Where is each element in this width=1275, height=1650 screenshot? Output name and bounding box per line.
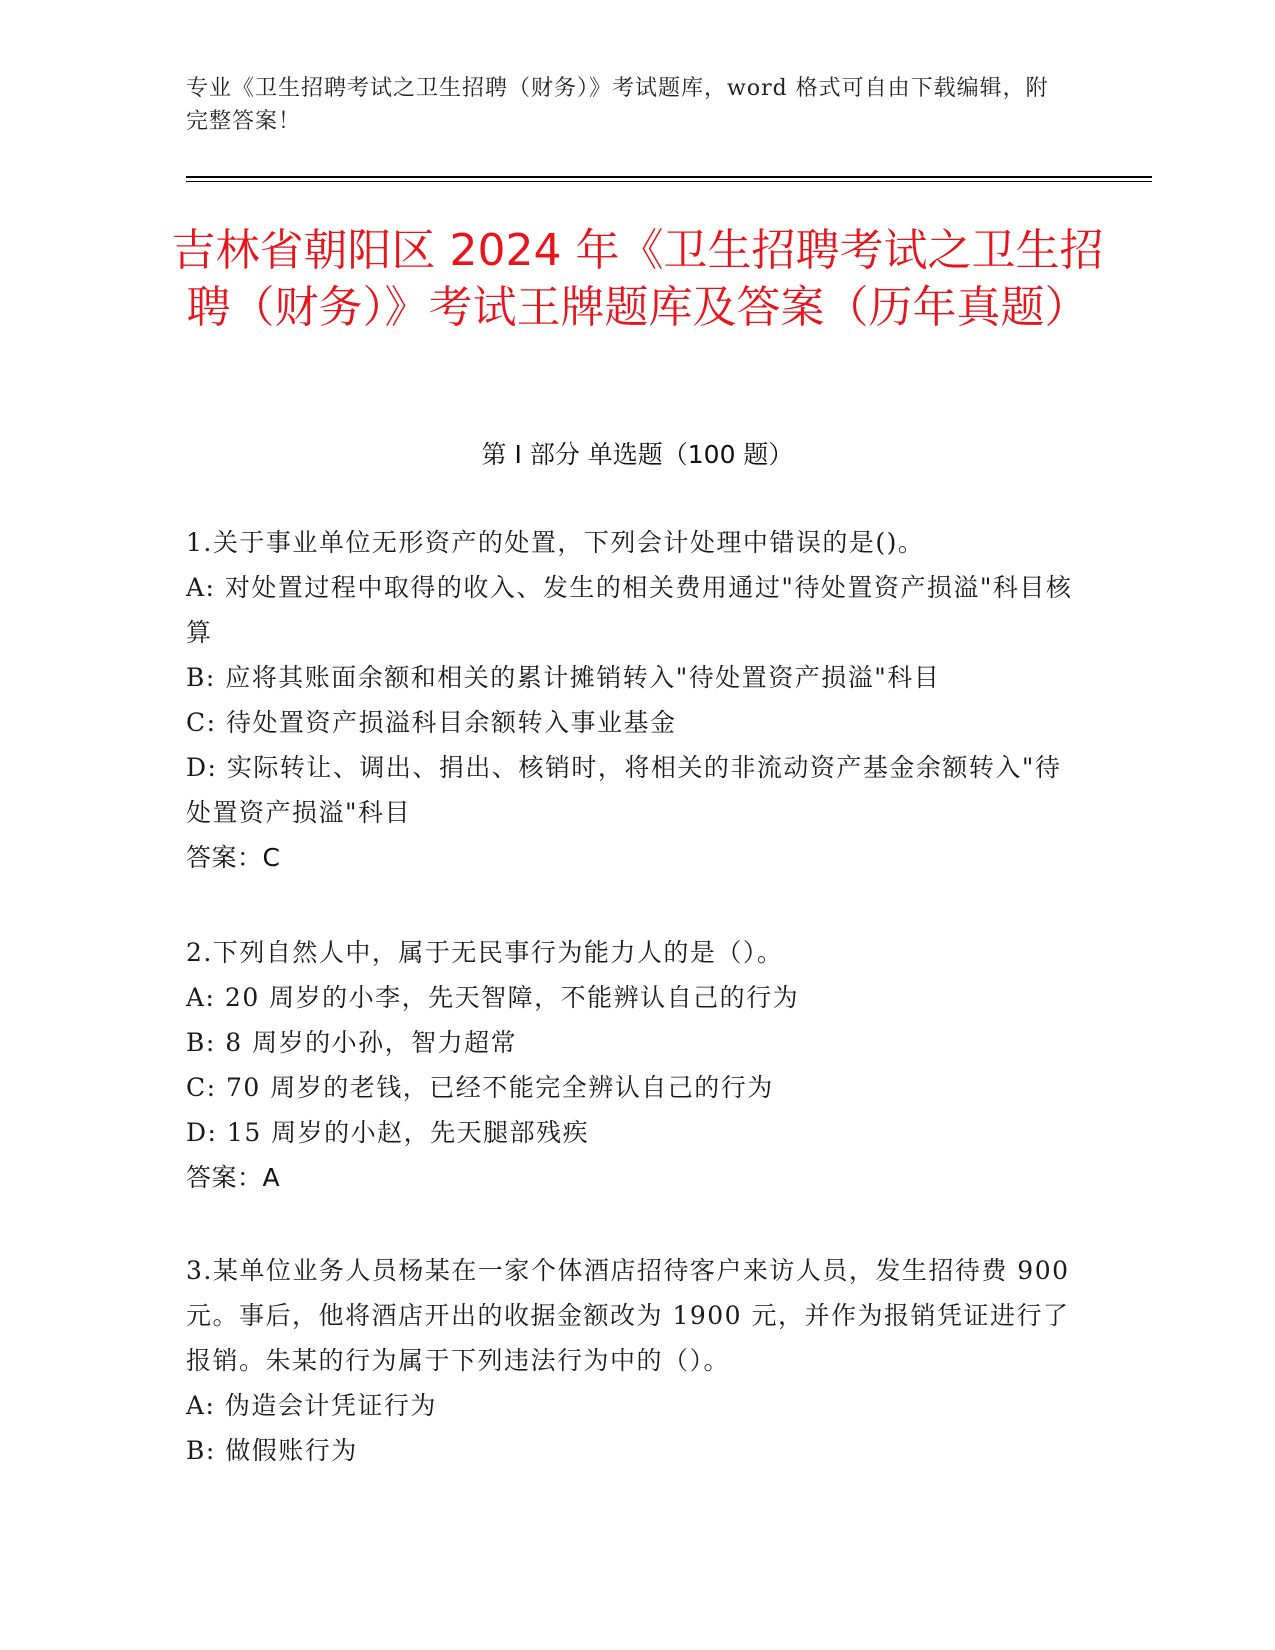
header-rule-thin (186, 181, 1152, 182)
option-b: B: 8 周岁的小孙，智力超常 (186, 1028, 518, 1057)
option-a: A: 对处置过程中取得的收入、发生的相关费用通过"待处置资产损溢"科目核算 (186, 573, 1073, 647)
option-b: B: 做假账行为 (186, 1436, 358, 1465)
question-stem: 2.下列自然人中，属于无民事行为能力人的是（）。 (186, 938, 784, 967)
header-rule-thick (186, 176, 1152, 178)
option-d: D: 15 周岁的小赵，先天腿部残疾 (186, 1118, 590, 1147)
option-c: C: 待处置资产损溢科目余额转入事业基金 (186, 708, 677, 737)
option-b: B: 应将其账面余额和相关的累计摊销转入"待处置资产损溢"科目 (186, 663, 941, 692)
option-c: C: 70 周岁的老钱，已经不能完全辨认自己的行为 (186, 1073, 774, 1102)
option-d: D: 实际转让、调出、捐出、核销时，将相关的非流动资产基金余额转入"待处置资产损溢"科目 (186, 753, 1062, 827)
option-a: A: 伪造会计凭证行为 (186, 1391, 437, 1420)
question-2 (186, 930, 1076, 1200)
answer: 答案：A (186, 1163, 281, 1192)
option-a: A: 20 周岁的小李，先天智障，不能辨认自己的行为 (186, 983, 800, 1012)
question-3 (186, 1248, 1076, 1473)
section-title: 第 I 部分 单选题（100 题） (481, 440, 794, 469)
answer: 答案：C (186, 843, 281, 872)
question-1 (186, 520, 1076, 880)
question-stem: 3.某单位业务人员杨某在一家个体酒店招待客户来访人员，发生招待费 900 元。事后，他将酒店开出的收据金额改为 1900 元，并作为报销凭证进行了报销。朱某的行为属于下列违法行为中的（）。 (186, 1256, 1070, 1375)
document-title: 吉林省朝阳区 2024 年《卫生招聘考试之卫生招聘（财务）》考试王牌题库及答案（历年真题） (171, 225, 1104, 333)
header-note: 专业《卫生招聘考试之卫生招聘（财务）》考试题库，word 格式可自由下载编辑，附完整答案！ (186, 76, 1049, 134)
question-stem: 1.关于事业单位无形资产的处置，下列会计处理中错误的是()。 (186, 528, 925, 557)
